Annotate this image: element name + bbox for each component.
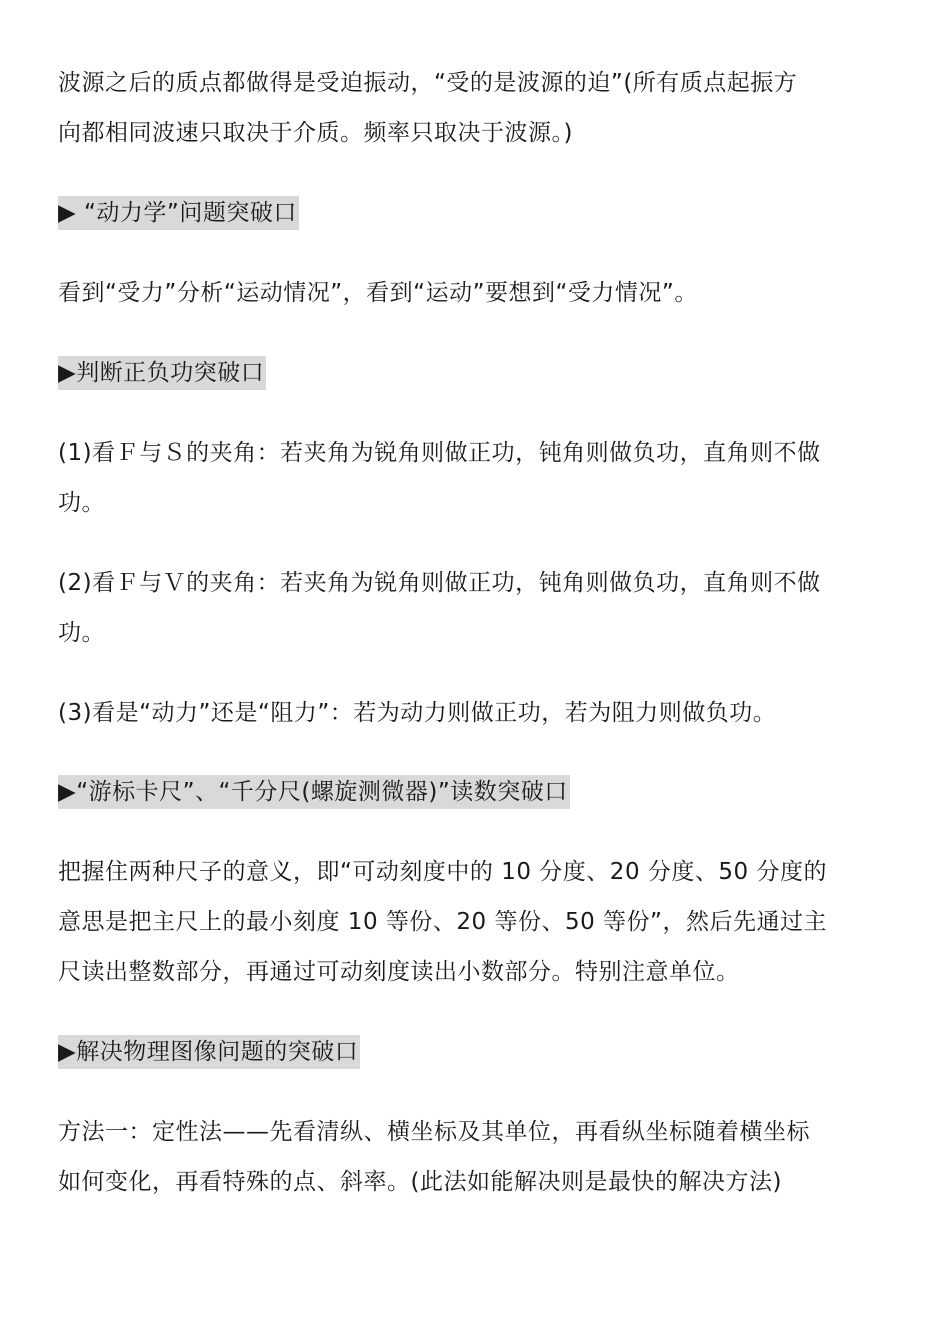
work-heading-row — [58, 356, 266, 390]
graphs-heading-row — [58, 1035, 360, 1069]
graphs-line-1: 方法一：定性法——先看清纵、横坐标及其单位，再看纵坐标随着横坐标 — [58, 1119, 810, 1145]
graphs-heading: ▶解决物理图像问题的突破口 — [58, 1035, 360, 1069]
dynamics-text: 看到“受力”分析“运动情况”，看到“运动”要想到“受力情况”。 — [58, 280, 698, 306]
dynamics-heading-row — [58, 196, 299, 230]
work-item-2-line-2: 功。 — [58, 620, 105, 646]
dynamics-heading: ▶ “动力学”问题突破口 — [58, 196, 299, 230]
work-heading: ▶判断正负功突破口 — [58, 356, 266, 390]
caliper-line-2: 意思是把主尺上的最小刻度 10 等份、20 等份、50 等份”，然后先通过主 — [58, 909, 827, 935]
work-item-3: (3)看是“动力”还是“阻力”：若为动力则做正功，若为阻力则做负功。 — [58, 700, 777, 726]
caliper-heading-row — [58, 775, 570, 809]
graphs-line-2: 如何变化，再看特殊的点、斜率。(此法如能解决则是最快的解决方法) — [58, 1169, 782, 1195]
caliper-line-1: 把握住两种尺子的意义，即“可动刻度中的 10 分度、20 分度、50 分度的 — [58, 859, 827, 885]
work-item-1-line-2: 功。 — [58, 490, 105, 516]
intro-line-1: 波源之后的质点都做得是受迫振动，“受的是波源的迫”(所有质点起振方 — [58, 70, 798, 96]
intro-line-2: 向都相同波速只取决于介质。频率只取决于波源。) — [58, 120, 573, 146]
work-item-2-line-1: (2)看Ｆ与Ｖ的夹角：若夹角为锐角则做正功，钝角则做负功，直角则不做 — [58, 570, 821, 596]
caliper-heading: ▶“游标卡尺”、“千分尺(螺旋测微器)”读数突破口 — [58, 775, 570, 809]
work-item-1-line-1: (1)看Ｆ与Ｓ的夹角：若夹角为锐角则做正功，钝角则做负功，直角则不做 — [58, 440, 821, 466]
caliper-line-3: 尺读出整数部分，再通过可动刻度读出小数部分。特别注意单位。 — [58, 959, 740, 985]
